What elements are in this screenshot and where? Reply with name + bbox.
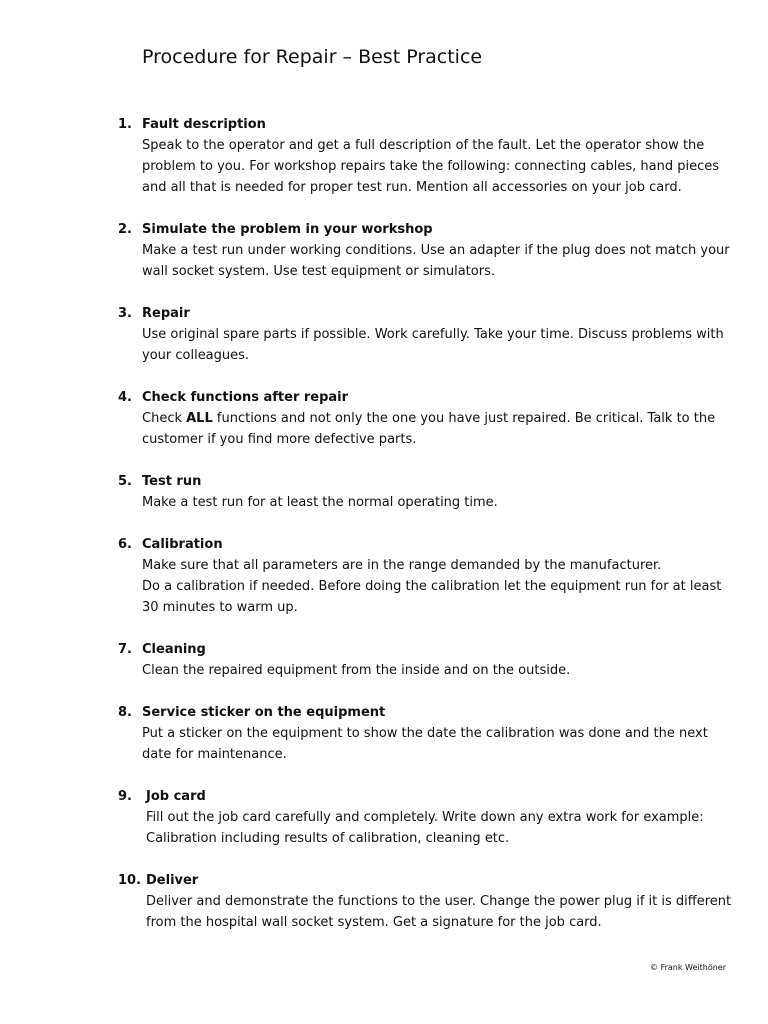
step-heading: Job card	[146, 789, 206, 804]
step-description	[142, 240, 732, 282]
step-paragraph	[142, 408, 732, 450]
step-number: 3.	[118, 306, 132, 321]
step-paragraph: Do a calibration if needed. Before doing the calibration let the equipment run for at least 30 minutes to warm up.	[142, 579, 722, 615]
step-heading: Test run	[142, 474, 202, 489]
step-description	[142, 135, 732, 198]
step-heading: Repair	[142, 306, 190, 321]
step-paragraph: Put a sticker on the equipment to show the date the calibration was done and the next date for maintenance.	[142, 726, 708, 762]
step-paragraph: Fill out the job card carefully and completely. Write down any extra work for example: Calibration including results of calibration, cleaning etc.	[146, 810, 704, 846]
step-description	[142, 324, 732, 366]
step-heading: Check functions after repair	[142, 390, 349, 405]
step-description	[142, 492, 732, 513]
step-description	[146, 891, 736, 933]
step-number: 6.	[118, 537, 132, 552]
step-heading: Calibration	[142, 537, 223, 552]
procedure-step	[0, 786, 768, 849]
step-text: functions and not only the one you have just repaired. Be critical. Talk to the customer if you find more defective parts.	[142, 411, 716, 447]
step-description	[142, 723, 732, 765]
step-number: 2.	[118, 222, 132, 237]
procedure-step	[0, 639, 768, 681]
procedure-step	[0, 702, 768, 765]
step-paragraph: Use original spare parts if possible. Work carefully. Take your time. Discuss problems with your colleagues.	[142, 327, 724, 363]
step-heading: Cleaning	[142, 642, 206, 657]
step-number: 9.	[118, 789, 132, 804]
step-paragraph: Make sure that all parameters are in the range demanded by the manufacturer.	[142, 558, 662, 573]
page-title: Procedure for Repair – Best Practice	[142, 46, 483, 68]
procedure-step	[0, 219, 768, 282]
emphasis-text: ALL	[186, 411, 213, 426]
step-number: 1.	[118, 117, 132, 132]
step-heading: Deliver	[146, 873, 199, 888]
step-number: 4.	[118, 390, 132, 405]
step-heading: Fault description	[142, 117, 266, 132]
step-description	[142, 408, 732, 450]
step-paragraph: Make a test run under working conditions. Use an adapter if the plug does not match your wall socket system. Use test equipment or simulators.	[142, 243, 730, 279]
procedure-step	[0, 534, 768, 618]
procedure-step	[0, 471, 768, 513]
step-paragraph: Make a test run for at least the normal operating time.	[142, 495, 498, 510]
step-number: 5.	[118, 474, 132, 489]
procedure-step	[0, 387, 768, 450]
step-paragraph: Clean the repaired equipment from the inside and on the outside.	[142, 663, 571, 678]
step-number: 10.	[118, 873, 142, 888]
step-description	[146, 807, 736, 849]
step-text: Check	[142, 411, 187, 426]
procedure-step	[0, 114, 768, 198]
step-number: 8.	[118, 705, 132, 720]
step-description	[142, 555, 732, 618]
step-paragraph: Deliver and demonstrate the functions to the user. Change the power plug if it is different from the hospital wall socket system. Get a signature for the job card.	[146, 894, 732, 930]
step-heading: Service sticker on the equipment	[142, 705, 386, 720]
procedure-step	[0, 870, 768, 933]
procedure-steps-list	[0, 114, 768, 954]
procedure-step	[0, 303, 768, 366]
step-paragraph: Speak to the operator and get a full description of the fault. Let the operator show the problem to you. For workshop repairs take the following: connecting cables, hand pieces and all that is needed for proper test run. Mention all accessories on your job card.	[142, 138, 720, 195]
copyright-notice: © Frank Weithöner	[650, 963, 726, 972]
step-number: 7.	[118, 642, 132, 657]
step-description	[142, 660, 732, 681]
step-heading: Simulate the problem in your workshop	[142, 222, 433, 237]
